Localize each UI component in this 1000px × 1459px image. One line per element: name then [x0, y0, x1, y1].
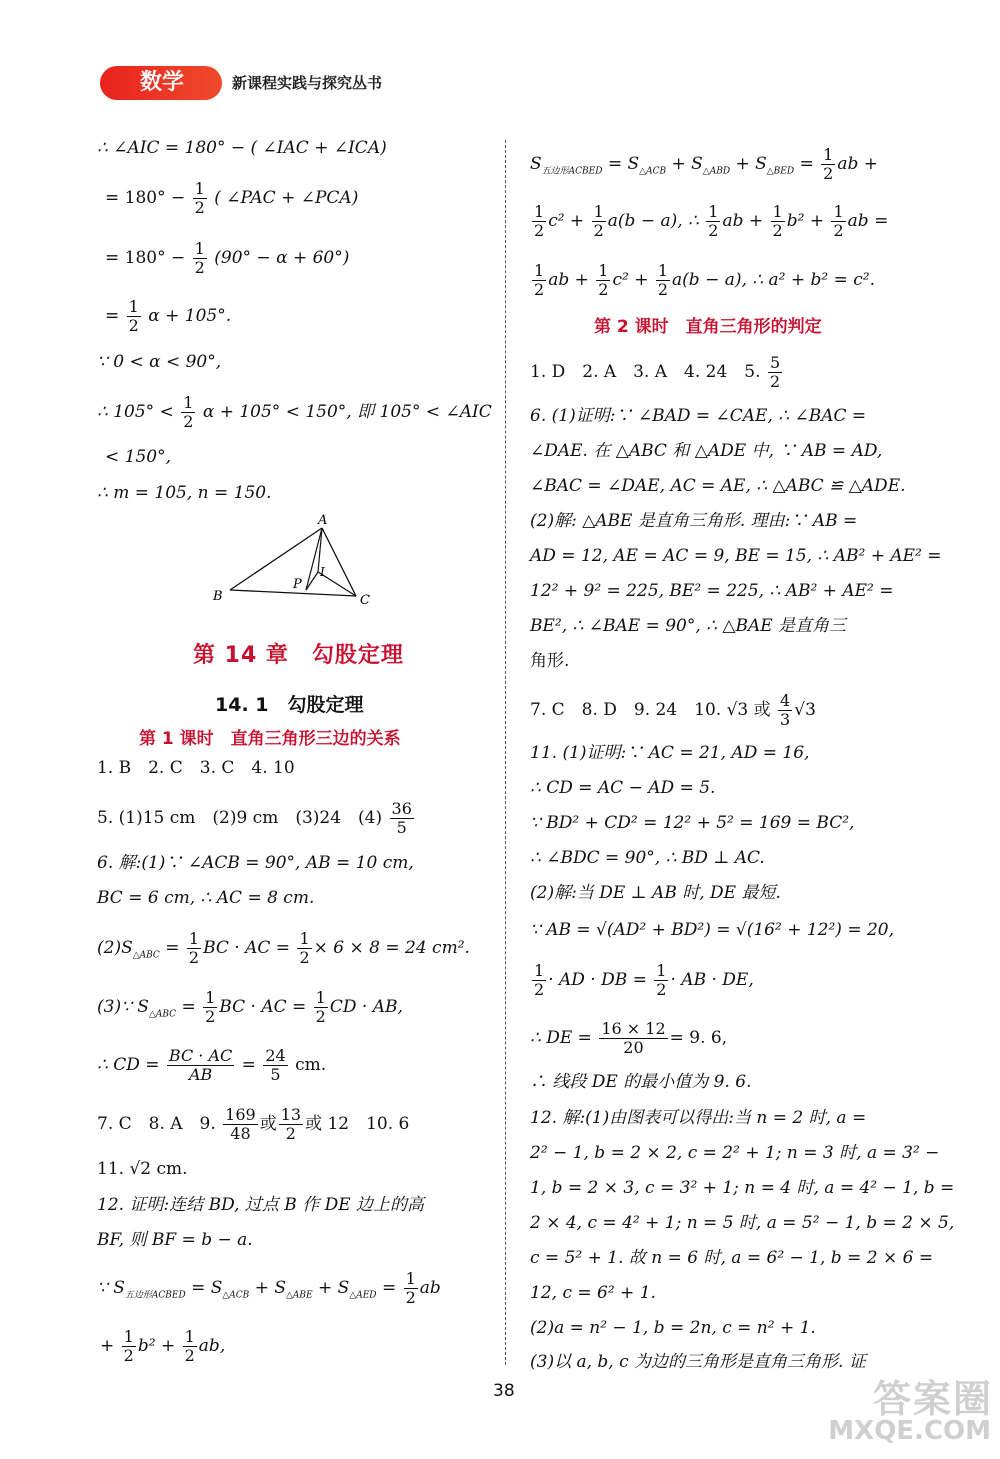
left-line-3: = 180° − $\frac{1}{2}$ (90° − α + 60°): [105, 239, 350, 277]
answer-b6-line-2: ∠DAE. 在 △ABC 和 △ADE 中, ∵ AB = AD,: [530, 441, 883, 461]
answer-b12-line-5: c = 5² + 1. 故 n = 6 时, a = 6² − 1, b = 2 × 6 =: [530, 1248, 934, 1268]
left-line-6: ∴ 105° < $\frac{1}{2}$ α + 105° < 150°, 即 105° < ∠AIC: [97, 393, 492, 431]
answer-b6-line-1: 6. (1)证明:∵ ∠BAD = ∠CAE, ∴ ∠BAC =: [530, 406, 867, 426]
answer-12-line-4: + $\frac{1}{2}$ b² + $\frac{1}{2}$ ab,: [100, 1327, 226, 1365]
answer-b12-line-4: 2 × 4, c = 4² + 1; n = 5 时, a = 5² − 1, b = 2 × 5,: [530, 1213, 955, 1233]
answer-6-line-1: 6. 解:(1)∵ ∠ACB = 90°, AB = 10 cm,: [97, 853, 414, 873]
watermark-logo: 答案圈: [872, 1377, 993, 1421]
answer-b12-line-7: (2)a = n² − 1, b = 2n, c = n² + 1.: [530, 1318, 816, 1338]
answer-b11-line-7: $\frac{1}{2}$ · AD · DB = $\frac{1}{2}$ · AB · DE,: [534, 961, 754, 999]
answer-b11-line-8: ∴ DE = $\frac{16 \times 12}{20}$ = 9. 6,: [530, 1019, 728, 1057]
triangle-diagram: [210, 512, 380, 607]
answer-b12-line-2: 2² − 1, b = 2 × 2, c = 2² + 1; n = 3 时, a = 3² −: [530, 1143, 940, 1163]
left-line-2: = 180° − $\frac{1}{2}$ ( ∠PAC + ∠PCA): [105, 179, 359, 217]
label-P: P: [293, 577, 302, 592]
answer-b6-line-7: BE², ∴ ∠BAE = 90°, ∴ △BAE 是直角三: [530, 616, 847, 636]
lesson-1-title: 第 1 课时 直角三角形三边的关系: [139, 729, 401, 749]
answer-12-line-1: 12. 证明:连结 BD, 过点 B 作 DE 边上的高: [97, 1195, 425, 1215]
lesson-2-title: 第 2 课时 直角三角形的判定: [594, 317, 822, 337]
answer-b11-line-2: ∴ CD = AC − AD = 5.: [530, 778, 716, 798]
answer-11: 11. √2 cm.: [97, 1159, 188, 1179]
series-title: 新课程实践与探究丛书: [232, 74, 383, 92]
answer-b12-line-6: 12, c = 6² + 1.: [530, 1283, 656, 1303]
answer-b7-10: 7. C 8. D 9. 24 10. √3 或 $\frac{4}{3}$ √3: [530, 691, 816, 729]
right-line-3: $\frac{1}{2}$ ab + $\frac{1}{2}$ c² + $\frac{1}{2}$ a(b − a), ∴ a² + b² = c².: [534, 261, 876, 299]
answer-b12-line-8: (3)以 a, b, c 为边的三角形是直角三角形. 证: [530, 1352, 866, 1372]
label-I: I: [320, 565, 325, 579]
answer-12-line-2: BF, 则 BF = b − a.: [97, 1230, 253, 1250]
answer-6-line-3: $(2)S_{\triangle ABC}$ = $\frac{1}{2}$ BC · AC = $\frac{1}{2}$ × 6 × 8 = 24 cm².: [97, 929, 470, 967]
section-title: 14. 1 勾股定理: [215, 694, 364, 716]
answer-b11-line-9: ∴ 线段 DE 的最小值为 9. 6.: [530, 1072, 752, 1092]
answer-6-line-4: (3)∵ $S_{\triangle ABC}$ = $\frac{1}{2}$ BC · AC = $\frac{1}{2}$ CD · AB,: [97, 988, 403, 1026]
answer-b6-line-4: (2)解: △ABE 是直角三角形. 理由:∵ AB =: [530, 511, 858, 531]
answer-b12-line-3: 1, b = 2 × 3, c = 3² + 1; n = 4 时, a = 4² − 1, b =: [530, 1178, 955, 1198]
left-line-8: ∴ m = 105, n = 150.: [97, 483, 272, 503]
answer-7-10: 7. C 8. A 9. $\frac{169}{48}$ 或 $\frac{13}{2}$ 或 12 10. 6: [97, 1105, 410, 1143]
answer-12-line-3: ∵ $S_{五边形ACBED} = S_{\triangle ACB} + S_{\triangle ABE} + S_{\triangle AED}$ = $\frac{1}{2}$ ab: [97, 1269, 441, 1307]
subject-tab: 数学: [100, 66, 222, 100]
answer-b1-5: 1. D 2. A 3. A 4. 24 5. $\frac{5}{2}$: [530, 353, 781, 391]
watermark: [815, 1368, 995, 1454]
answer-6-line-5: ∴ CD = $\frac{BC \cdot AC}{AB}$ = $\frac{24}{5}$ cm.: [97, 1046, 327, 1084]
chapter-title: 第 14 章 勾股定理: [193, 643, 404, 668]
label-C: C: [360, 593, 370, 607]
page-header: [100, 66, 400, 100]
right-line-2: $\frac{1}{2}$ c² + $\frac{1}{2}$ a(b − a), ∴ $\frac{1}{2}$ ab + $\frac{1}{2}$ b² + $\frac{1}{2}$ ab =: [534, 202, 889, 240]
left-line-7: < 150°,: [105, 447, 171, 467]
left-line-1: ∴ ∠AIC = 180° − ( ∠IAC + ∠ICA): [97, 138, 387, 158]
answer-b6-line-8: 角形.: [530, 651, 570, 671]
label-A: A: [318, 513, 328, 528]
left-line-4: = $\frac{1}{2}$ α + 105°.: [105, 297, 232, 335]
right-line-1: $S_{五边形ACBED} = S_{\triangle ACB} + S_{\triangle ABD} + S_{\triangle BED}$ = $\frac{1}{2}$ ab +: [530, 145, 878, 183]
answer-6-line-2: BC = 6 cm, ∴ AC = 8 cm.: [97, 888, 315, 908]
answer-b11-line-6: ∵ AB = √(AD² + BD²) = √(16² + 12²) = 20,: [530, 920, 895, 940]
answer-b6-line-3: ∠BAC = ∠DAE, AC = AE, ∴ △ABC ≌ △ADE.: [530, 476, 906, 496]
label-B: B: [213, 589, 223, 604]
column-divider: [505, 140, 506, 1365]
watermark-url: MXQE.COM: [828, 1416, 991, 1446]
answer-b6-line-6: 12² + 9² = 225, BE² = 225, ∴ AB² + AE² =: [530, 581, 894, 601]
answer-b11-line-4: ∴ ∠BDC = 90°, ∴ BD ⊥ AC.: [530, 848, 765, 868]
answer-b11-line-3: ∵ BD² + CD² = 12² + 5² = 169 = BC²,: [530, 813, 855, 833]
answer-b11-line-5: (2)解:当 DE ⊥ AB 时, DE 最短.: [530, 883, 781, 903]
answer-5: 5. (1)15 cm (2)9 cm (3)24 (4) $\frac{36}{5}$: [97, 799, 412, 837]
page-number: 38: [493, 1381, 515, 1401]
answer-b11-line-1: 11. (1)证明:∵ AC = 21, AD = 16,: [530, 743, 810, 763]
answer-b12-line-1: 12. 解:(1)由图表可以得出:当 n = 2 时, a =: [530, 1108, 867, 1128]
left-line-5: ∵ 0 < α < 90°,: [97, 352, 222, 372]
answer-1-4: 1. B 2. C 3. C 4. 10: [97, 758, 295, 778]
answer-b6-line-5: AD = 12, AE = AC = 9, BE = 15, ∴ AB² + AE² =: [530, 546, 942, 566]
